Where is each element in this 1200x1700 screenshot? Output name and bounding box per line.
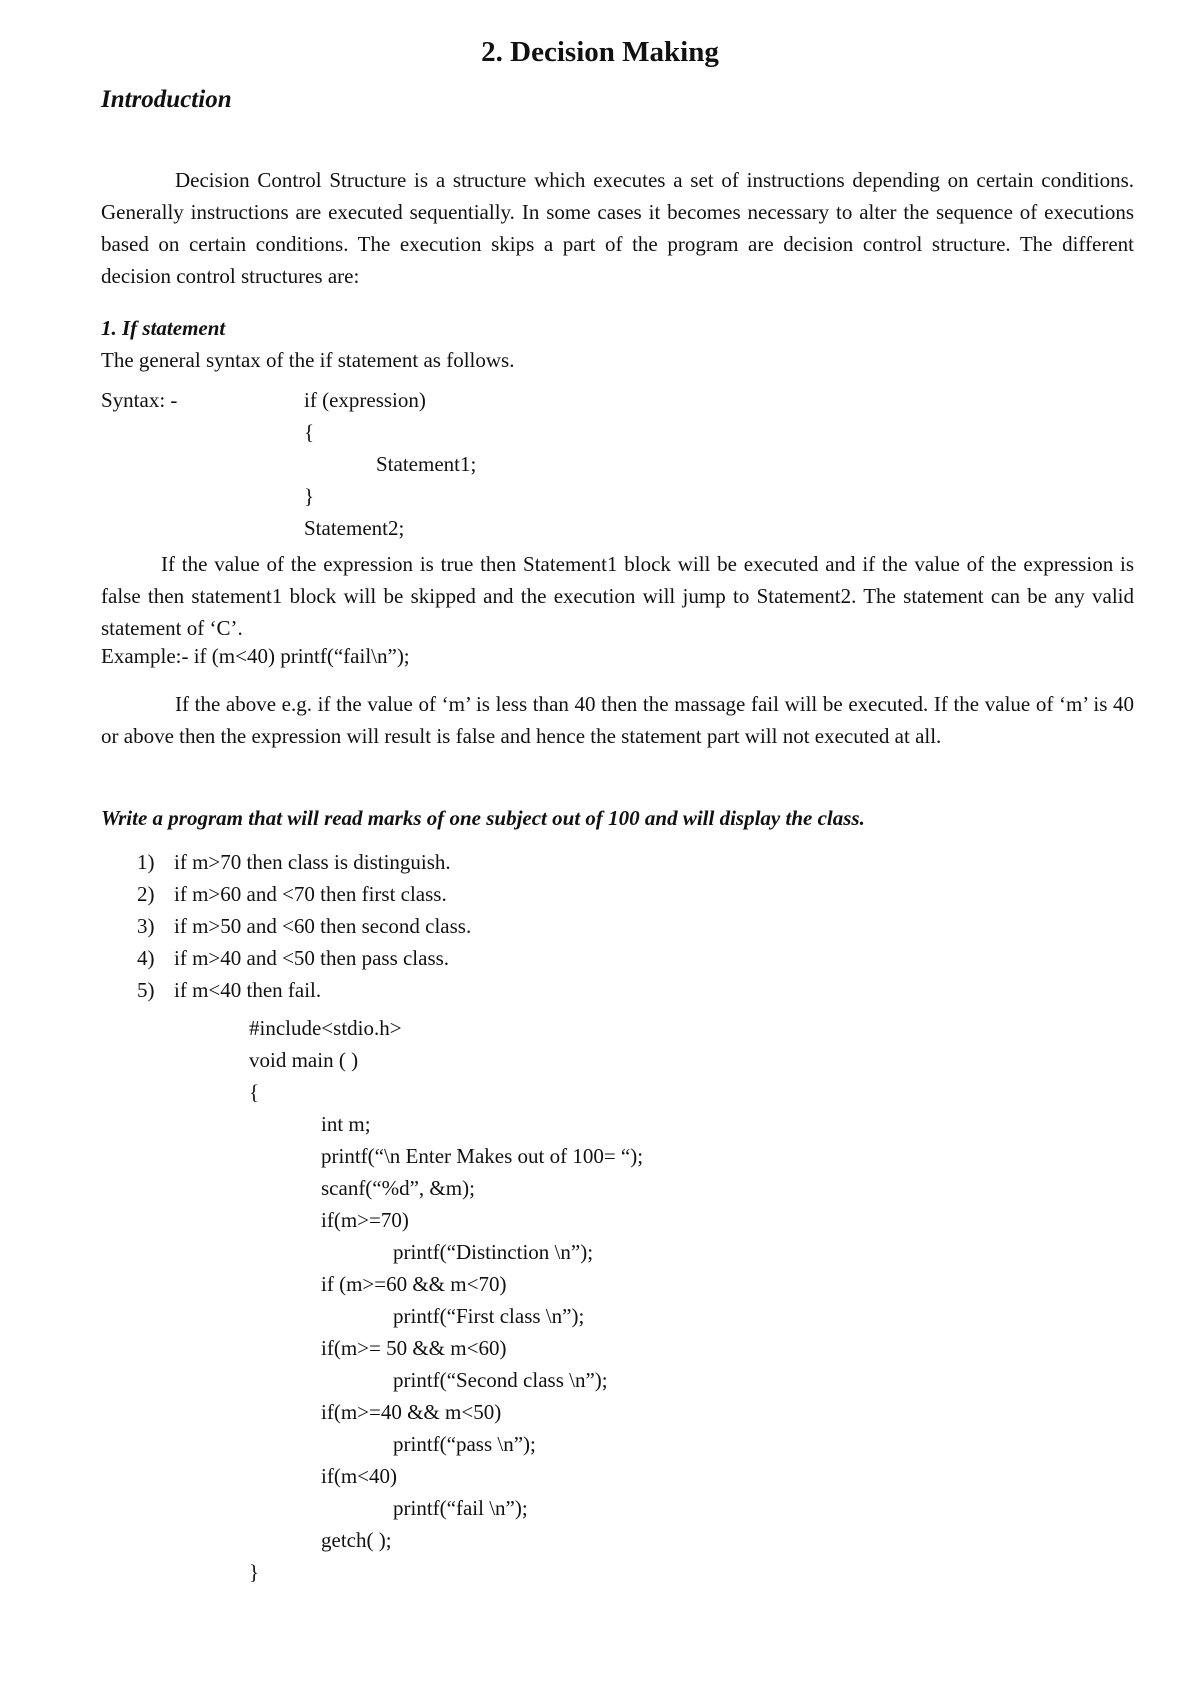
introduction-paragraph: Decision Control Structure is a structure which executes a set of instructions depending on certain conditions. Generally instructions are executed sequentially. In some cases it becomes necessary to alter the sequence of executions based on certain conditions. The execution skips a part of the program are decision control structure. The different decision control structures are: (101, 168, 1134, 288)
syntax-line: Statement1; (376, 452, 477, 476)
code-listing (249, 1012, 643, 1588)
list-text: if m>40 and <50 then pass class. (174, 946, 450, 970)
list-number: 5) (137, 978, 155, 1002)
code-line: void main ( ) (249, 1048, 359, 1072)
code-line: } (249, 1560, 260, 1584)
syntax-intro: The general syntax of the if statement as follows. (101, 348, 515, 372)
program-task-heading: Write a program that will read marks of one subject out of 100 and will display the class. (101, 806, 865, 830)
list-number: 1) (137, 850, 155, 874)
list-item (137, 974, 471, 1006)
code-line: if(m>=70) (321, 1208, 409, 1232)
code-line: if(m<40) (321, 1464, 397, 1488)
introduction-heading: Introduction (101, 86, 232, 113)
if-statement-heading: 1. If statement (101, 316, 226, 340)
list-text: if m<40 then fail. (174, 978, 322, 1002)
code-line: printf(“Distinction \n”); (393, 1240, 594, 1264)
list-item (137, 942, 471, 974)
code-line: { (249, 1080, 260, 1104)
code-line: printf(“pass \n”); (393, 1432, 536, 1456)
code-line: getch( ); (321, 1528, 392, 1552)
page-title: 2. Decision Making (481, 36, 719, 68)
example-explanation-paragraph: If the above e.g. if the value of ‘m’ is less than 40 then the massage fail will be executed. If the value of ‘m’ is 40 or above then the expression will result is false and hence the statement part will not executed at all. (101, 692, 1134, 748)
list-number: 2) (137, 882, 155, 906)
list-text: if m>50 and <60 then second class. (174, 914, 472, 938)
code-line: scanf(“%d”, &m); (321, 1176, 475, 1200)
list-number: 4) (137, 946, 155, 970)
syntax-line: } (304, 484, 315, 508)
class-conditions-list (137, 846, 471, 1006)
list-text: if m>60 and <70 then first class. (174, 882, 447, 906)
code-line: if(m>= 50 && m<60) (321, 1336, 507, 1360)
list-item (137, 878, 471, 910)
code-line: if (m>=60 && m<70) (321, 1272, 507, 1296)
list-item (137, 846, 471, 878)
if-explanation-paragraph: If the value of the expression is true then Statement1 block will be executed and if the value of the expression is false then statement1 block will be skipped and the execution will jump to Statement2. The statement can be any valid statement of ‘C’. (101, 552, 1134, 640)
code-line: printf(“\n Enter Makes out of 100= “); (321, 1144, 644, 1168)
code-line: #include<stdio.h> (249, 1016, 402, 1040)
code-line: printf(“Second class \n”); (393, 1368, 608, 1392)
code-line: printf(“First class \n”); (393, 1304, 585, 1328)
code-line: printf(“fail \n”); (393, 1496, 528, 1520)
code-line: int m; (321, 1112, 371, 1136)
syntax-line: { (304, 420, 315, 444)
syntax-line: Statement2; (304, 516, 405, 540)
example-line: Example:- if (m<40) printf(“fail\n”); (101, 644, 410, 668)
syntax-label: Syntax: - (101, 388, 178, 412)
list-text: if m>70 then class is distinguish. (174, 850, 451, 874)
list-item (137, 910, 471, 942)
code-line: if(m>=40 && m<50) (321, 1400, 502, 1424)
syntax-line: if (expression) (304, 388, 426, 412)
list-number: 3) (137, 914, 155, 938)
